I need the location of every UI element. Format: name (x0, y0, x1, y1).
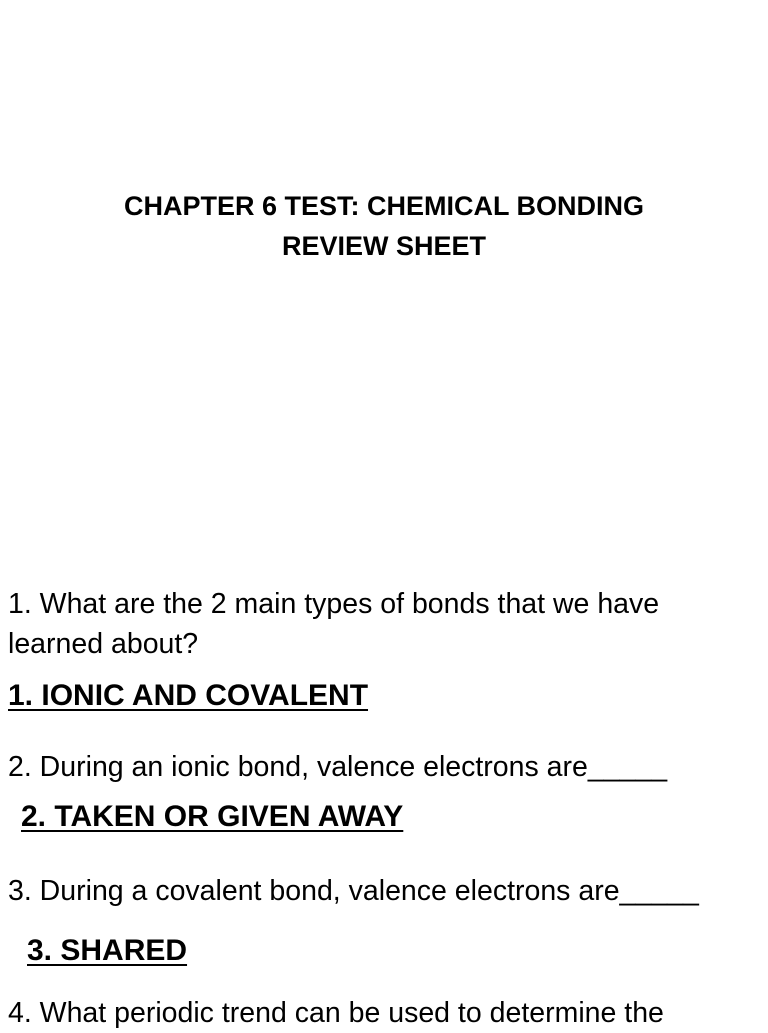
question-1 (8, 584, 659, 664)
question-1-line-2: learned about? (8, 628, 199, 660)
answer-1: 1. IONIC AND COVALENT (8, 679, 369, 712)
page-title (0, 186, 768, 266)
question-1-line-1: 1. What are the 2 main types of bonds that we have (8, 588, 660, 620)
answer-3: 3. SHARED (27, 934, 188, 967)
answer-2: 2. TAKEN OR GIVEN AWAY (21, 800, 404, 833)
question-4: 4. What periodic trend can be used to determine the (8, 997, 664, 1029)
title-line-1: CHAPTER 6 TEST: CHEMICAL BONDING (123, 191, 645, 221)
question-3: 3. During a covalent bond, valence electrons are_____ (8, 875, 699, 907)
title-line-2: REVIEW SHEET (281, 231, 487, 261)
question-2: 2. During an ionic bond, valence electrons are_____ (8, 751, 668, 783)
